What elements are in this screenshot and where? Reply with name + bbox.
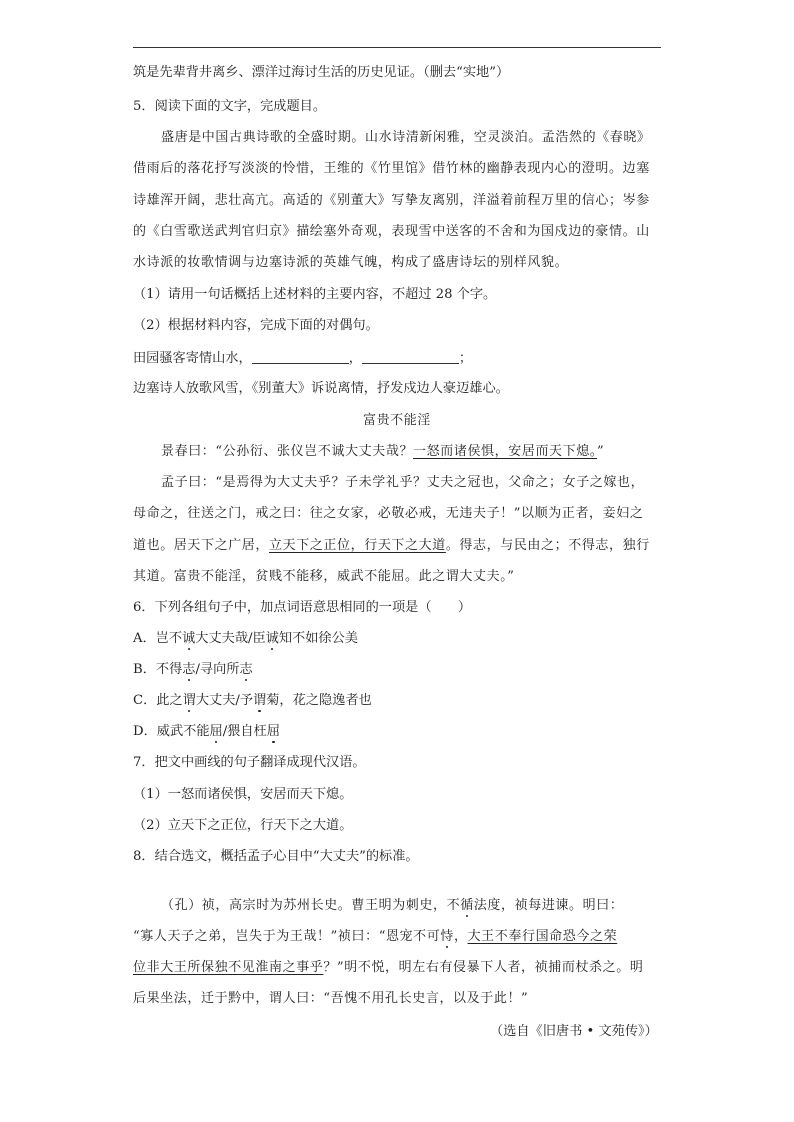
passage-line-4-post: 。得志，与民由之；不得志，独行 (445, 538, 650, 553)
passage2-line-4: 后果坐法，迁于黔中，谓人曰：“吾愧不用孔长史言，以及于此！” (133, 991, 529, 1006)
passage-line-4-pre: 道也。居天下之广居， (133, 538, 270, 553)
q5-sub-question-1: （1）请用一句话概括上述材料的主要内容，不超过 28 个字。 (133, 287, 497, 302)
question-6-title: 6．下列各组句子中，加点词语意思相同的一项是（ ） (133, 600, 472, 615)
couplet-end-punct: ； (458, 351, 473, 366)
passage2-line-2-pre: “寡人天子之弟，岂失于为王哉！”祯曰：“恩宠不可 (133, 929, 441, 944)
q5-paragraph-line-2: 借雨后的落花抒写淡淡的怜惜，王维的《竹里馆》借竹林的幽静表现内心的澄明。边塞 (133, 161, 650, 176)
couplet-line-1 (133, 349, 472, 368)
couplet-line-2: 边塞诗人放歌风雪，《别董大》诉说离情，抒发戍边人豪迈雄心。 (133, 381, 509, 396)
passage2-line-1 (161, 897, 623, 915)
question-7-title: 7．把文中画线的句子翻译成现代汉语。 (133, 755, 366, 770)
passage-line-5: 其道。富贵不能淫，贫贱不能移，威武不能屈。此之谓大丈夫。” (133, 569, 515, 584)
couplet-separator: ， (348, 351, 362, 366)
option-b-mid: /寻向所 (195, 662, 240, 677)
option-a[interactable] (133, 630, 358, 648)
q5-paragraph-line-5: 水诗派的妆歌情调与边塞诗派的英雄气魄，构成了盛唐诗坛的别样风貌。 (133, 255, 569, 270)
dotted-word: 屈 (209, 724, 223, 739)
passage2-line-3-post: ？”明不悦，明左右有侵暴下人者，祯捕而杖杀之。明 (323, 960, 644, 975)
q7-sentence-1: （1）一怒而诸侯惧，安居而天下熄。 (133, 787, 353, 802)
dotted-word: 诚 (182, 631, 196, 646)
couplet-a-text: 田园骚客寄情山水， (133, 351, 252, 366)
passage-line-4 (133, 537, 650, 555)
underlined-sentence-2: 立天下之正位，行天下之大道 (269, 538, 446, 553)
dotted-word: 恃 (440, 929, 454, 944)
passage2-line-3 (133, 959, 643, 977)
dotted-word: 屈 (266, 724, 280, 739)
option-a-post: 知不如徐公美 (278, 631, 358, 646)
option-c-post: 菊，花之隐逸者也 (266, 693, 372, 708)
option-b-pre: B．不得 (133, 662, 183, 677)
question-5-title: 5．阅读下面的文字，完成题目。 (133, 99, 327, 114)
passage-line-3: 母命之，往送之门，戒之曰：往之女家，必敬必戒，无违夫子！”以顺为正者，妾妇之 (133, 506, 644, 521)
underlined-sentence-3b: 位非大王所保独不见淮南之事乎 (133, 960, 324, 975)
q5-sub-question-2: （2）根据材料内容，完成下面的对偶句。 (133, 318, 379, 333)
q5-paragraph-line-4: 的《白雪歌送武判官归京》描绘塞外奇观，表现雪中送客的不舍和为国戍边的豪情。山 (133, 224, 650, 239)
dotted-word: 志 (182, 662, 196, 677)
dotted-word: 循 (460, 898, 474, 913)
option-c-mid: 大丈夫/予 (195, 693, 254, 708)
answer-blank-2[interactable] (362, 349, 459, 364)
option-b[interactable] (133, 661, 253, 679)
underlined-sentence-1: 一怒而诸侯惧，安居而天下熄。 (413, 444, 597, 459)
dotted-word: 志 (239, 662, 253, 677)
question-8-title: 8．结合选文，概括孟子心目中“大丈夫”的标准。 (133, 849, 419, 864)
option-d-pre: D．威武不能 (133, 724, 210, 739)
option-c-pre: C．此之 (133, 693, 183, 708)
source-citation: （选自《旧唐书 • 文苑传》） (490, 1024, 658, 1039)
option-d-mid: /猥自枉 (222, 724, 267, 739)
passage-line-1-close: ” (596, 444, 605, 459)
q5-paragraph-line-3: 诗雄浑开阔，悲壮高亢。高适的《别董大》写挚友离别，洋溢着前程万里的信心；岑参 (133, 193, 650, 208)
option-a-mid: 大丈夫哉/臣 (195, 631, 266, 646)
header-rule (133, 47, 661, 48)
passage2-line-2 (133, 928, 617, 946)
q7-sentence-2: （2）立天下之正位，行天下之大道。 (133, 818, 353, 833)
passage-line-1-text: 景春曰：“公孙衍、张仪岂不诚大丈夫哉？ (161, 444, 414, 459)
option-d[interactable] (133, 723, 280, 741)
option-c[interactable] (133, 692, 372, 710)
passage2-line-1-post: 法度，祯每进谏。明曰： (473, 898, 624, 913)
passage2-line-1-pre: （孔）祯，高宗时为苏州长史。曹王明为刺史，不 (161, 898, 461, 913)
dotted-word: 诚 (265, 631, 279, 646)
continuation-line: 筑是先辈背井离乡、漂洋过海讨生活的历史见证。（删去“实地”） (133, 65, 510, 80)
passage2-line-2-mid: ， (453, 929, 468, 944)
underlined-sentence-3a: 大王不奉行国命恐今之荣 (467, 929, 618, 944)
dotted-word: 谓 (253, 693, 267, 708)
passage-title: 富贵不能淫 (362, 413, 431, 428)
dotted-word: 谓 (182, 693, 196, 708)
q5-paragraph-line-1: 盛唐是中国古典诗歌的全盛时期。山水诗清新闲雅，空灵淡泊。孟浩然的《春晓》 (161, 130, 651, 145)
answer-blank-1[interactable] (252, 349, 349, 364)
passage-line-2: 孟子曰：“是焉得为大丈夫乎？子未学礼乎？丈夫之冠也，父命之；女子之嫁也， (161, 475, 645, 490)
option-a-pre: A．岂不 (133, 631, 183, 646)
passage-line-1 (161, 443, 604, 461)
